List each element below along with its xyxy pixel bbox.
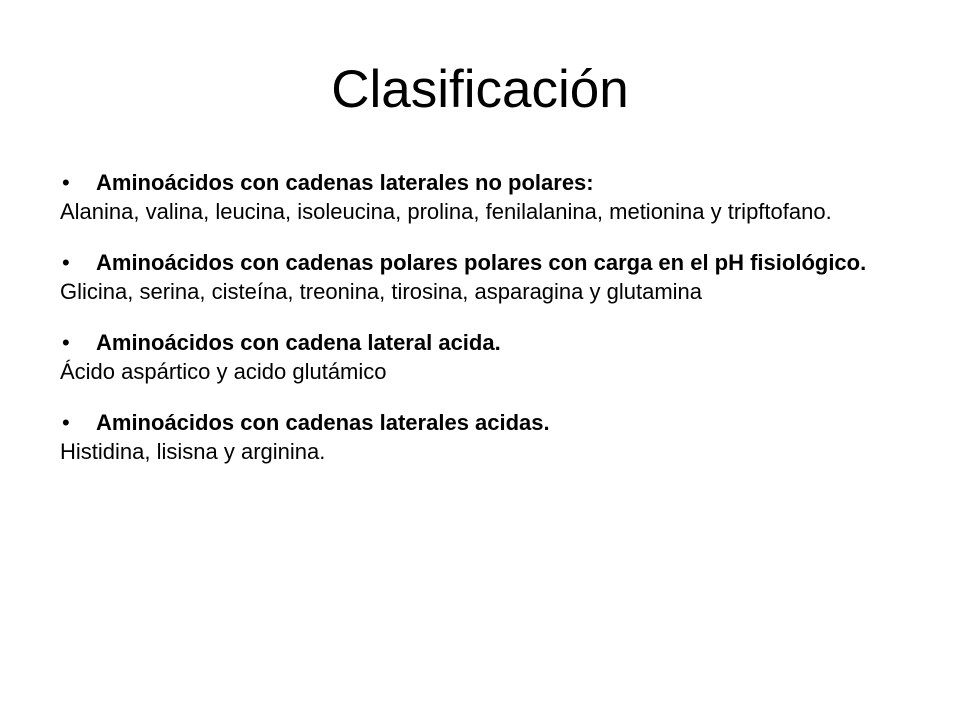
bullet-heading: Aminoácidos con cadenas laterales acidas. <box>96 410 550 435</box>
bullet-item <box>60 169 900 196</box>
bullet-icon: • <box>62 410 70 435</box>
section-detail: Histidina, lisisna y arginina. <box>60 439 326 464</box>
section-detail: Glicina, serina, cisteína, treonina, tirosina, asparagina y glutamina <box>60 279 703 304</box>
bullet-item <box>60 249 900 276</box>
section-detail: Ácido aspártico y acido glutámico <box>60 359 387 384</box>
bullet-icon: • <box>62 330 70 355</box>
slide-content <box>60 169 900 489</box>
bullet-heading: Aminoácidos con cadenas polares polares con carga en el pH fisiológico. <box>96 250 867 275</box>
slide-title: Clasificación <box>331 60 629 119</box>
bullet-heading: Aminoácidos con cadena lateral acida. <box>96 330 501 355</box>
bullet-icon: • <box>62 250 70 275</box>
section-basic <box>60 409 900 465</box>
section-detail: Alanina, valina, leucina, isoleucina, prolina, fenilalanina, metionina y tripftofano. <box>60 199 832 224</box>
bullet-heading: Aminoácidos con cadenas laterales no polares: <box>96 170 594 195</box>
section-nonpolar <box>60 169 900 225</box>
bullet-item <box>60 329 900 356</box>
bullet-icon: • <box>62 170 70 195</box>
bullet-item <box>60 409 900 436</box>
section-acidic <box>60 329 900 385</box>
section-polar-charged <box>60 249 900 305</box>
